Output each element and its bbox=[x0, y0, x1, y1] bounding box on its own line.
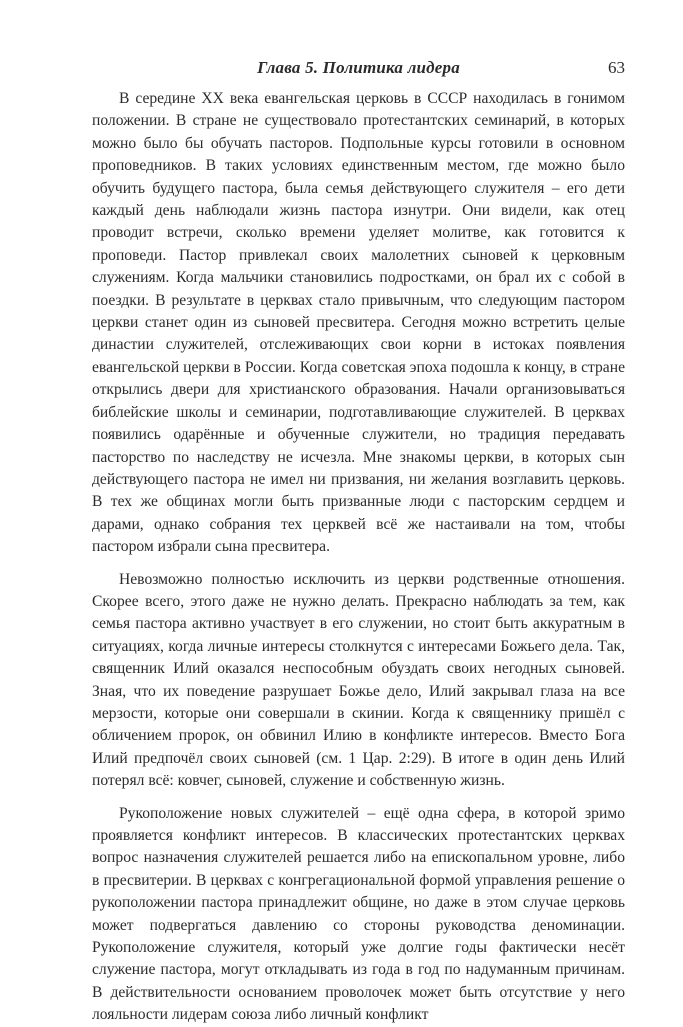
paragraph: Рукоположение новых служителей – ещё одна сфера, в которой зримо проявляется конфликт интересов. В классических протестантских церквах вопрос назначения служителей решается либо на епископальном уровне, либо в пресвитерии. В церквах с конгрегациональной формой управления решение о рукоположении пастора принадлежит общине, но даже в этом случае церковь может подвергаться давлению со стороны руководства деноминации. Рукоположение служителя, который уже долгие годы фактически несёт служение пастора, могут откладывать из года в год по надуманным причинам. В действительности основанием проволочек может быть отсутствие у него лояльности лидерам союза либо личный конфликт bbox=[92, 804, 625, 1024]
running-header bbox=[92, 58, 625, 82]
page-number: 63 bbox=[608, 58, 625, 77]
text-body bbox=[92, 88, 625, 1027]
paragraph: В середине XX века евангельская церковь в СССР находилась в гонимом положении. В стране не существовало протестантских семинарий, в которых можно было бы обучать пасторов. Подпольные курсы готовили в основном проповедников. В таких условиях единственным местом, где можно было обучить будущего пастора, была семья действующего служителя – его дети каждый день наблюдали жизнь пастора изнутри. Они видели, как отец проводит встречи, сколько времени уделяет молитве, как готовится к проповеди. Пастор привлекал своих малолетних сыновей к церковным служениям. Когда мальчики становились подростками, он брал их с собой в поездки. В результате в церквах стало привычным, что следующим пастором церкви станет один из сыновей пресвитера. Сегодня можно встретить целые династии служителей, отслеживающих свои корни в истоках появления евангельской церкви в России. Когда советская эпоха подошла к концу, в стране открылись двери для христианского образования. Начали организовываться библейские школы и семинарии, подготавливающие служителей. В церквах появились одарённые и обученные служители, но традиция передавать пасторство по наследству не исчезла. Мне знакомы церкви, в которых сын действующего пастора не имел ни призвания, ни желания возглавить церковь. В тех же общинах могли быть призванные люди с пасторским сердцем и дарами, однако собрания тех церквей всё же настаивали на том, чтобы пастором избрали сына пресвитера. bbox=[92, 90, 625, 556]
paragraph: Невозможно полностью исключить из церкви родственные отношения. Скорее всего, этого даже не нужно делать. Прекрасно наблюдать за тем, как семья пастора активно участвует в его служении, но стоит быть аккуратным в ситуациях, когда личные интересы столкнутся с интересами Божьего дела. Так, священник Илий оказался неспособным обуздать своих негодных сыновей. Зная, что их поведение разрушает Божье дело, Илий закрывал глаза на все мерзости, которые они совершали в скинии. Когда к священнику пришёл с обличением пророк, он обвинил Илию в конфликте интересов. Вместо Бога Илий предпочёл своих сыновей (см. 1 Цар. 2:29). В итоге в один день Илий потерял всё: ковчег, сыновей, служение и собственную жизнь. bbox=[92, 570, 625, 790]
chapter-title: Глава 5. Политика лидера bbox=[257, 58, 460, 77]
